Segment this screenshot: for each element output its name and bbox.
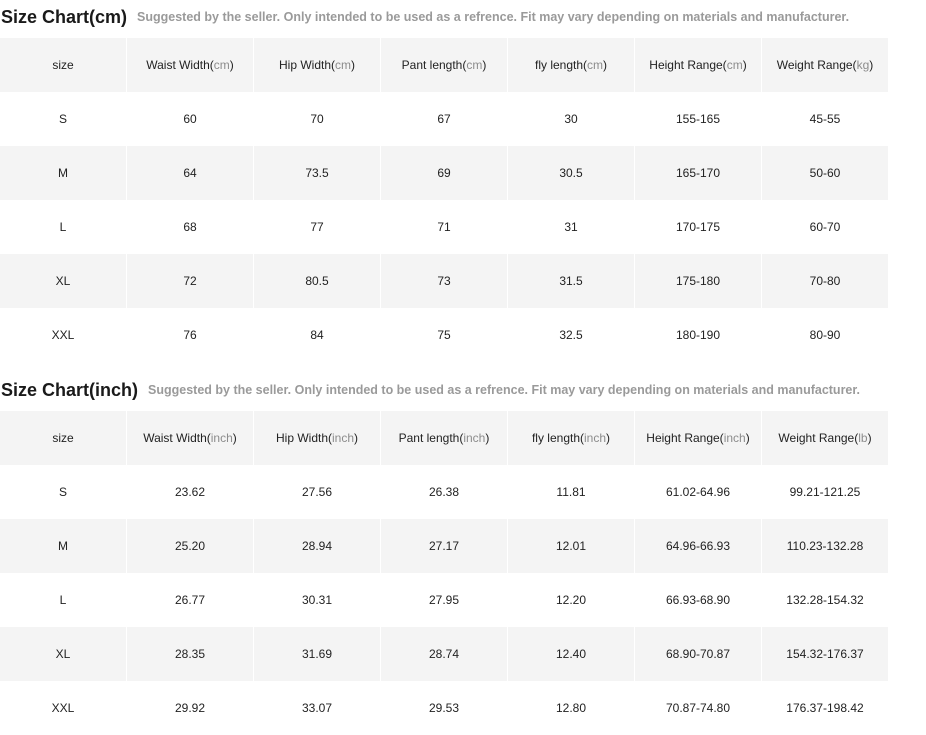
cm-size-table xyxy=(0,38,890,362)
column-header xyxy=(635,411,761,465)
column-header-label: Hip Width( xyxy=(278,58,335,72)
cm-chart-heading xyxy=(0,0,926,34)
table-cell: 165-170 xyxy=(635,146,761,200)
size-label-cell: XL xyxy=(0,627,126,681)
column-header-unit: cm xyxy=(213,58,230,72)
table-row xyxy=(0,308,890,362)
column-header-label: Pant length( xyxy=(398,431,464,445)
size-label-cell: L xyxy=(0,573,126,627)
cm-size-chart xyxy=(0,0,926,342)
table-cell: 70-80 xyxy=(762,254,888,308)
column-header-unit: inch xyxy=(463,431,486,445)
column-header-label: fly length( xyxy=(534,58,588,72)
column-header xyxy=(635,38,761,92)
table-cell: 12.80 xyxy=(508,681,634,735)
table-cell: 25.20 xyxy=(127,519,253,573)
table-cell: 61.02-64.96 xyxy=(635,465,761,519)
size-label-cell: XXL xyxy=(0,681,126,735)
table-cell: 155-165 xyxy=(635,92,761,146)
column-header-unit: cm xyxy=(466,58,483,72)
column-header xyxy=(254,411,380,465)
column-header xyxy=(254,38,380,92)
cm-chart-title: Size Chart(cm) xyxy=(1,6,128,27)
table-cell: 180-190 xyxy=(635,308,761,362)
table-cell: 64 xyxy=(127,146,253,200)
column-header-unit: inch xyxy=(723,431,746,445)
column-header-unit: inch xyxy=(332,431,355,445)
size-label-cell: XL xyxy=(0,254,126,308)
table-cell: 28.74 xyxy=(381,627,507,681)
inch-chart-note: Suggested by the seller. Only intended to be used as a refrence. Fit may vary depending on materials and manufacturer. xyxy=(148,383,861,397)
table-cell: 70.87-74.80 xyxy=(635,681,761,735)
table-cell: 11.81 xyxy=(508,465,634,519)
column-header-close: ) xyxy=(485,431,490,445)
column-header-label: Hip Width( xyxy=(275,431,332,445)
column-header-label: size xyxy=(52,431,74,445)
column-header-close: ) xyxy=(869,58,874,72)
table-cell: 176.37-198.42 xyxy=(762,681,888,735)
table-cell: 110.23-132.28 xyxy=(762,519,888,573)
column-header-unit: cm xyxy=(726,58,743,72)
table-cell: 32.5 xyxy=(508,308,634,362)
table-cell: 80.5 xyxy=(254,254,380,308)
column-header-close: ) xyxy=(232,431,237,445)
table-cell: 29.53 xyxy=(381,681,507,735)
column-header-close: ) xyxy=(354,431,359,445)
table-header-row xyxy=(0,38,890,92)
column-header-label: Waist Width( xyxy=(143,431,211,445)
column-header-label: fly length( xyxy=(531,431,584,445)
inch-size-chart xyxy=(0,373,926,715)
column-header xyxy=(0,38,126,92)
column-header-close: ) xyxy=(603,58,608,72)
table-cell: 30.31 xyxy=(254,573,380,627)
table-cell: 175-180 xyxy=(635,254,761,308)
table-row xyxy=(0,254,890,308)
column-header-label: Waist Width( xyxy=(146,58,214,72)
table-cell: 12.01 xyxy=(508,519,634,573)
table-row xyxy=(0,92,890,146)
table-cell: 170-175 xyxy=(635,200,761,254)
table-header-row xyxy=(0,411,890,465)
table-row xyxy=(0,519,890,573)
table-cell: 27.17 xyxy=(381,519,507,573)
size-label-cell: XXL xyxy=(0,308,126,362)
column-header-label: Pant length( xyxy=(401,58,467,72)
column-header-label: Weight Range( xyxy=(776,58,857,72)
table-cell: 73 xyxy=(381,254,507,308)
column-header xyxy=(508,38,634,92)
table-cell: 75 xyxy=(381,308,507,362)
column-header-close: ) xyxy=(606,431,611,445)
table-cell: 73.5 xyxy=(254,146,380,200)
table-cell: 60-70 xyxy=(762,200,888,254)
column-header-unit: lb xyxy=(858,431,868,445)
table-cell: 76 xyxy=(127,308,253,362)
column-header xyxy=(381,38,507,92)
column-header xyxy=(508,411,634,465)
table-cell: 80-90 xyxy=(762,308,888,362)
table-cell: 72 xyxy=(127,254,253,308)
table-cell: 12.40 xyxy=(508,627,634,681)
table-row xyxy=(0,465,890,519)
table-cell: 60 xyxy=(127,92,253,146)
column-header-label: Weight Range( xyxy=(778,431,859,445)
column-header xyxy=(127,38,253,92)
column-header-close: ) xyxy=(745,431,750,445)
column-header xyxy=(127,411,253,465)
table-cell: 33.07 xyxy=(254,681,380,735)
table-cell: 50-60 xyxy=(762,146,888,200)
table-cell: 28.35 xyxy=(127,627,253,681)
column-header-close: ) xyxy=(229,58,234,72)
inch-size-table xyxy=(0,411,890,735)
column-header-unit: inch xyxy=(584,431,607,445)
table-cell: 154.32-176.37 xyxy=(762,627,888,681)
table-cell: 29.92 xyxy=(127,681,253,735)
table-cell: 30.5 xyxy=(508,146,634,200)
column-header xyxy=(762,411,888,465)
column-header-label: size xyxy=(52,58,74,72)
size-label-cell: M xyxy=(0,146,126,200)
column-header-label: Height Range( xyxy=(649,58,727,72)
table-cell: 67 xyxy=(381,92,507,146)
table-cell: 132.28-154.32 xyxy=(762,573,888,627)
table-cell: 70 xyxy=(254,92,380,146)
column-header-close: ) xyxy=(482,58,487,72)
column-header-unit: cm xyxy=(587,58,604,72)
inch-chart-heading xyxy=(0,373,926,407)
table-cell: 26.38 xyxy=(381,465,507,519)
table-row xyxy=(0,627,890,681)
table-cell: 23.62 xyxy=(127,465,253,519)
table-cell: 27.56 xyxy=(254,465,380,519)
table-cell: 31.69 xyxy=(254,627,380,681)
table-cell: 31.5 xyxy=(508,254,634,308)
table-cell: 68 xyxy=(127,200,253,254)
column-header-close: ) xyxy=(742,58,747,72)
inch-chart-title: Size Chart(inch) xyxy=(1,379,139,400)
column-header xyxy=(0,411,126,465)
table-cell: 68.90-70.87 xyxy=(635,627,761,681)
size-label-cell: M xyxy=(0,519,126,573)
table-cell: 77 xyxy=(254,200,380,254)
cm-chart-note: Suggested by the seller. Only intended to be used as a refrence. Fit may vary depending on materials and manufacturer. xyxy=(137,10,850,24)
table-row xyxy=(0,573,890,627)
column-header-unit: kg xyxy=(856,58,870,72)
column-header xyxy=(762,38,888,92)
column-header xyxy=(381,411,507,465)
table-cell: 71 xyxy=(381,200,507,254)
table-row xyxy=(0,681,890,735)
size-label-cell: S xyxy=(0,92,126,146)
column-header-close: ) xyxy=(351,58,355,72)
column-header-unit: cm xyxy=(335,58,351,72)
table-row xyxy=(0,200,890,254)
table-cell: 31 xyxy=(508,200,634,254)
column-header-label: Height Range( xyxy=(646,431,724,445)
table-cell: 66.93-68.90 xyxy=(635,573,761,627)
column-header-unit: inch xyxy=(210,431,233,445)
column-header-close: ) xyxy=(867,431,872,445)
table-cell: 69 xyxy=(381,146,507,200)
table-cell: 99.21-121.25 xyxy=(762,465,888,519)
table-cell: 64.96-66.93 xyxy=(635,519,761,573)
table-cell: 84 xyxy=(254,308,380,362)
table-cell: 12.20 xyxy=(508,573,634,627)
table-cell: 45-55 xyxy=(762,92,888,146)
table-row xyxy=(0,146,890,200)
table-cell: 26.77 xyxy=(127,573,253,627)
table-cell: 28.94 xyxy=(254,519,380,573)
size-label-cell: L xyxy=(0,200,126,254)
size-label-cell: S xyxy=(0,465,126,519)
table-cell: 27.95 xyxy=(381,573,507,627)
table-cell: 30 xyxy=(508,92,634,146)
